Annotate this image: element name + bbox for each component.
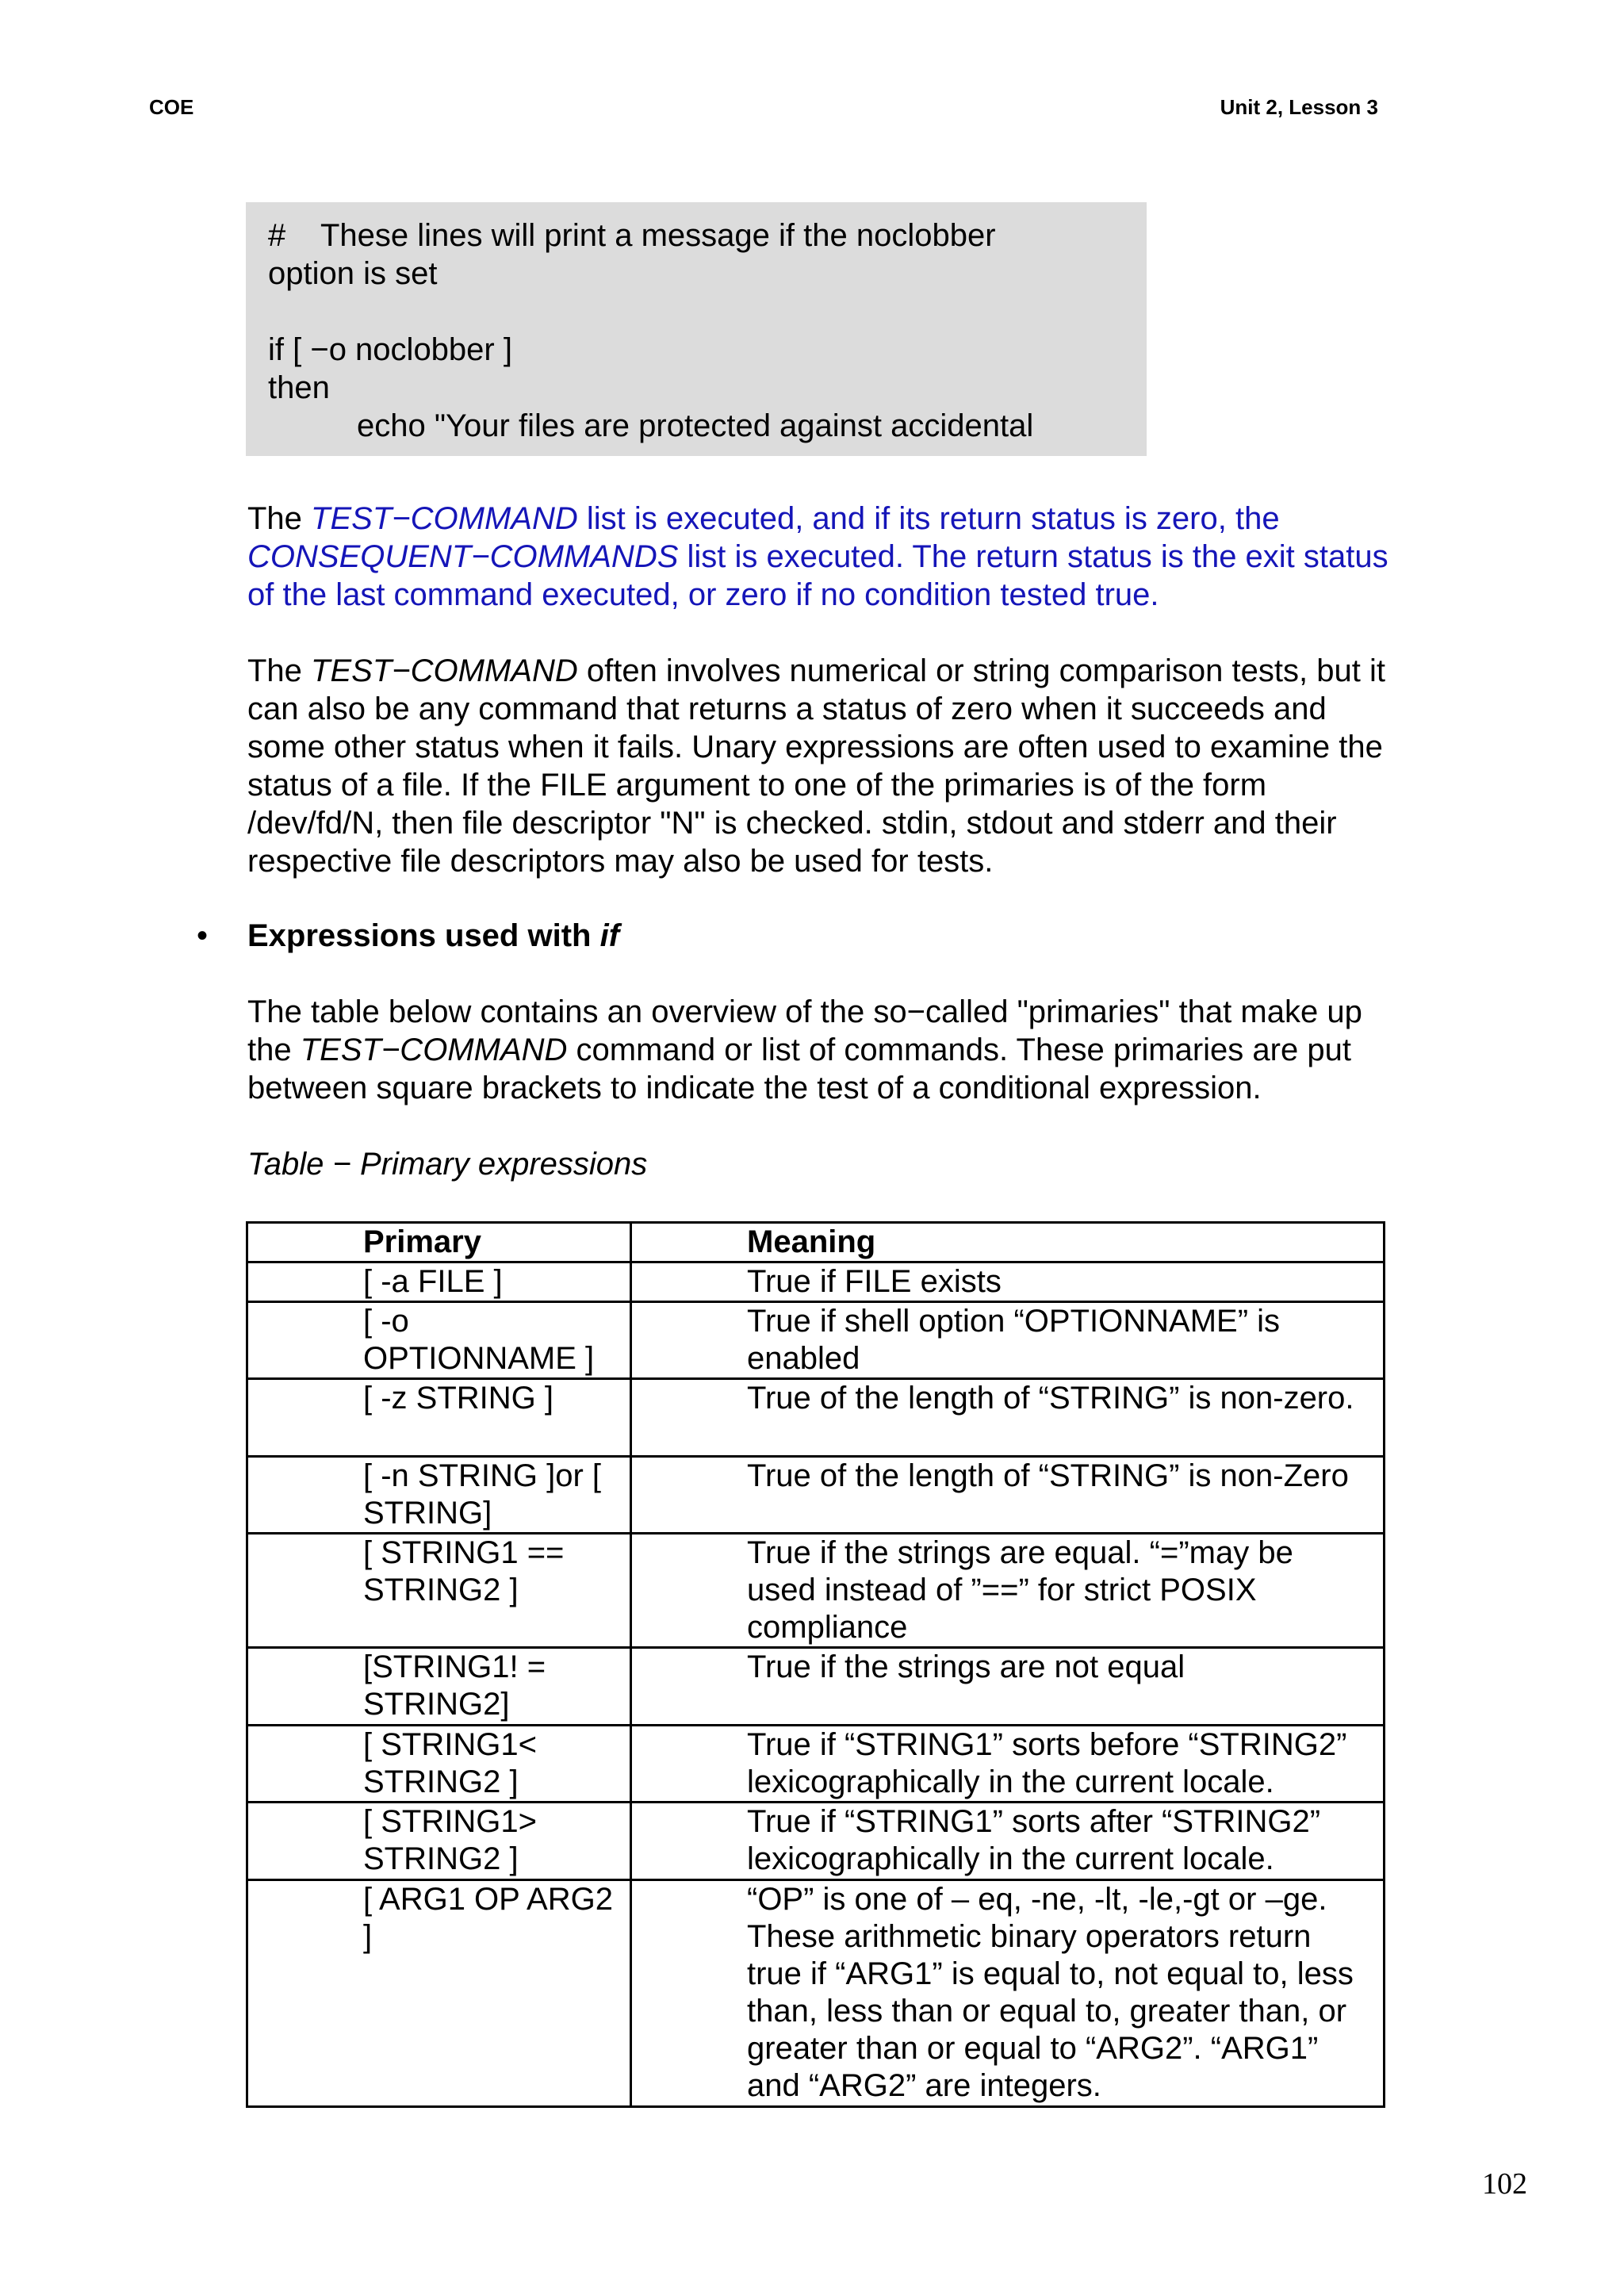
cell-primary: [ STRING1 == STRING2 ]: [247, 1534, 631, 1648]
bullet-heading-text: [247, 917, 619, 955]
bullet-if: if: [599, 918, 620, 953]
table-row: [247, 1379, 1385, 1457]
table-row: [247, 1262, 1385, 1302]
primary-expressions-table: [246, 1221, 1385, 2108]
code-hash: #: [268, 218, 286, 253]
cell-meaning: True if shell option “OPTIONNAME” is enabled: [631, 1302, 1385, 1379]
cell-meaning: True if the strings are not equal: [631, 1648, 1385, 1726]
table-header-row: [247, 1223, 1385, 1262]
cell-meaning: True if “STRING1” sorts after “STRING2” lexicographically in the current locale.: [631, 1803, 1385, 1880]
p1-mid1: list is executed, and if its return status is zero, the: [577, 501, 1280, 536]
code-echo-line: echo "Your files are protected against accidental: [357, 408, 1034, 443]
code-then-line: then: [268, 370, 330, 405]
page-number: 102: [1482, 2167, 1527, 2201]
table-caption: Table − Primary expressions: [247, 1147, 648, 1182]
table-row: [247, 1880, 1385, 2107]
cell-primary: [STRING1! = STRING2]: [247, 1648, 631, 1726]
paragraph-test-command-executed: [247, 500, 1389, 614]
table-row: [247, 1302, 1385, 1379]
header-course: COE: [149, 95, 194, 119]
bullet-dot-icon: •: [197, 918, 209, 953]
code-comment-cont: option is set: [268, 256, 438, 291]
p1-test-command: TEST−COMMAND: [311, 501, 578, 536]
table-row: [247, 1457, 1385, 1534]
cell-primary: [ -o OPTIONNAME ]: [247, 1302, 631, 1379]
p2-the: The: [247, 653, 312, 688]
code-if-line: if [ −o noclobber ]: [268, 332, 512, 367]
p2-test-command: TEST−COMMAND: [311, 653, 578, 688]
p1-the: The: [247, 501, 312, 536]
p2-rest: often involves numerical or string comparison tests, but it can also be any command that returns a status of zero when it succeeds and some other status when it fails. Unary expressions are often used to examine the status of a file. If the FILE argument to one of the primaries is of the form /dev/fd/N, then file descriptor "N" is checked. stdin, stdout and stderr and their respective file descriptors may also be used for tests.: [247, 653, 1385, 879]
code-example-box: [246, 202, 1147, 456]
cell-primary: [ STRING1> STRING2 ]: [247, 1803, 631, 1880]
table-row: [247, 1534, 1385, 1648]
p1-mid2: list is executed. The return status is the exit status of the last command executed, or zero if no condition tested true.: [247, 539, 1388, 612]
p3-start: The table below contains an overview of the so−called "primaries" that make up the: [247, 994, 1362, 1067]
cell-primary: [ STRING1< STRING2 ]: [247, 1726, 631, 1803]
p1-consequent-commands: CONSEQUENT−COMMANDS: [247, 539, 679, 574]
bullet-text: Expressions used with: [247, 918, 600, 953]
cell-primary: [ -n STRING ]or [ STRING]: [247, 1457, 631, 1534]
header-primary: Primary: [247, 1223, 631, 1262]
cell-meaning: True of the length of “STRING” is non-Zero: [631, 1457, 1385, 1534]
paragraph-test-command-involves: [247, 652, 1389, 880]
cell-primary: [ ARG1 OP ARG2 ]: [247, 1880, 631, 2107]
cell-meaning: True of the length of “STRING” is non-zero.: [631, 1379, 1385, 1457]
cell-meaning: True if FILE exists: [631, 1262, 1385, 1302]
paragraph-table-overview: [247, 993, 1389, 1107]
table-row: [247, 1648, 1385, 1726]
code-comment-text: These lines will print a message if the noclobber: [320, 218, 996, 253]
cell-primary: [ -a FILE ]: [247, 1262, 631, 1302]
header-meaning: Meaning: [631, 1223, 1385, 1262]
cell-primary: [ -z STRING ]: [247, 1379, 631, 1457]
cell-meaning: True if “STRING1” sorts before “STRING2” lexicographically in the current locale.: [631, 1726, 1385, 1803]
table-row: [247, 1726, 1385, 1803]
cell-meaning: True if the strings are equal. “=”may be used instead of ”==” for strict POSIX compliance: [631, 1534, 1385, 1648]
cell-meaning: “OP” is one of – eq, -ne, -lt, -le,-gt or –ge. These arithmetic binary operators return true if “ARG1” is equal to, not equal to, less than, less than or equal to, greater than, or greater than or equal to “ARG2”. “ARG1” and “ARG2” are integers.: [631, 1880, 1385, 2107]
p3-end: command or list of commands. These primaries are put between square brackets to indicate the test of a conditional expression.: [247, 1033, 1351, 1105]
table-row: [247, 1803, 1385, 1880]
code-comment-line: [268, 216, 1124, 255]
p3-test-command: TEST−COMMAND: [300, 1033, 568, 1067]
header-unit-lesson: Unit 2, Lesson 3: [1220, 95, 1378, 119]
